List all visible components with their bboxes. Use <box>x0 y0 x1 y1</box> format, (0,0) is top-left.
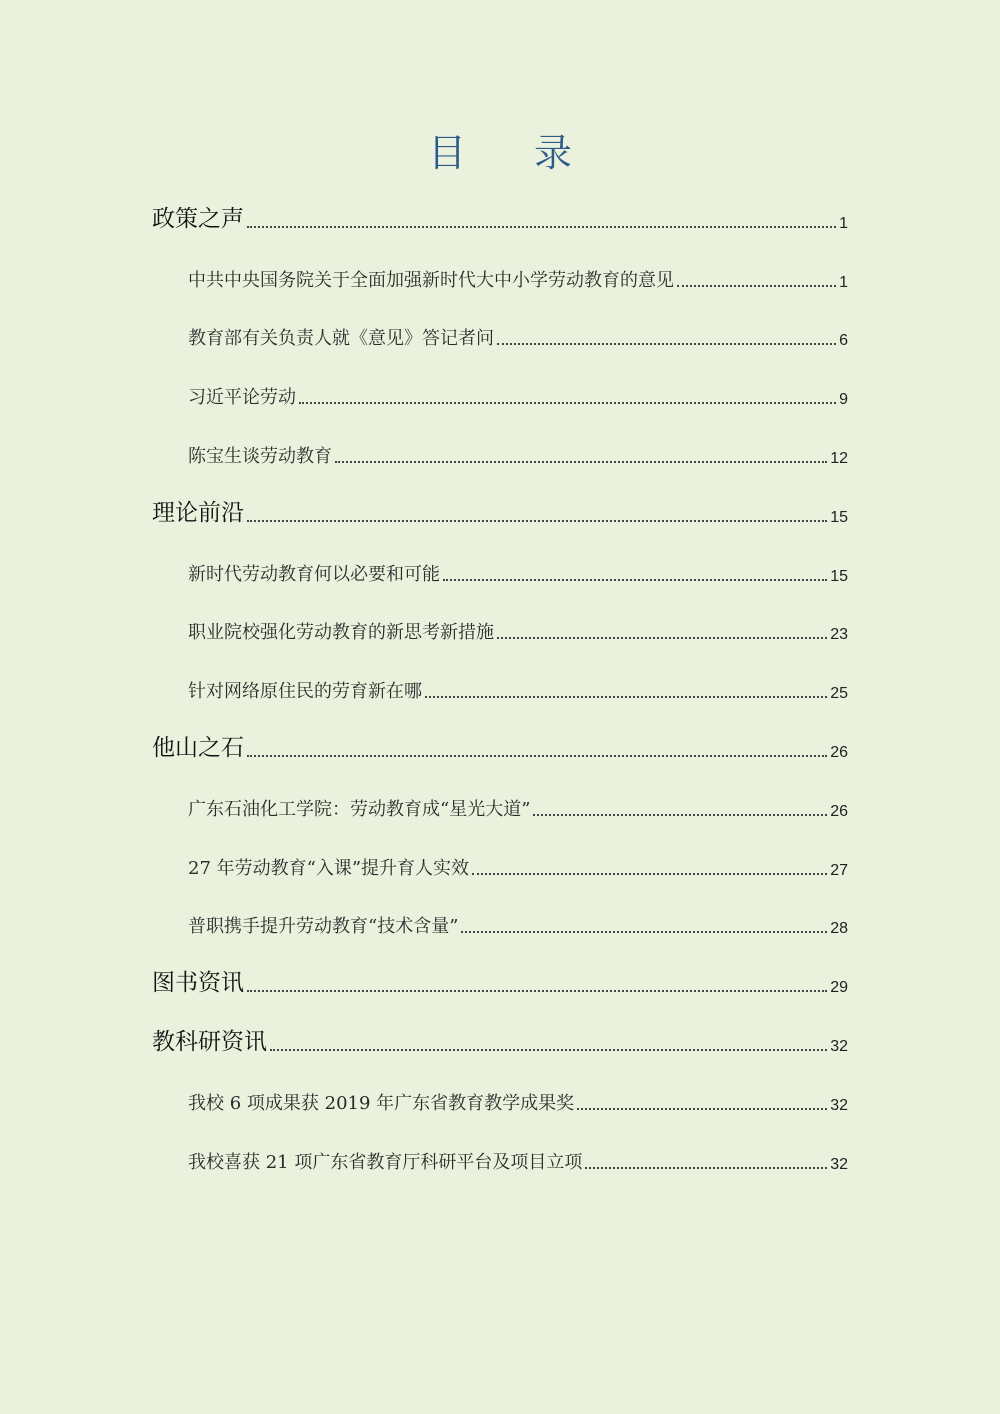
toc-dot-leader <box>497 343 836 345</box>
toc-entry[interactable] <box>152 658 848 717</box>
toc-dot-leader <box>533 814 827 816</box>
toc-entry-page: 1 <box>839 273 848 291</box>
toc-entry[interactable] <box>152 894 848 953</box>
toc-entry-text: 针对网络原住民的劳育新在哪 <box>188 681 422 703</box>
toc-entry-page: 32 <box>830 1096 848 1114</box>
toc-entry-page: 9 <box>839 391 848 409</box>
toc-entry[interactable] <box>152 835 848 894</box>
toc-dot-leader <box>497 637 827 639</box>
toc-entry[interactable] <box>152 482 848 541</box>
toc-entry-page: 15 <box>830 567 848 585</box>
toc-dot-leader <box>247 520 827 522</box>
toc-entry[interactable] <box>152 1129 848 1188</box>
toc-entry-page: 23 <box>830 626 848 644</box>
toc-entry-page: 32 <box>830 1037 848 1055</box>
toc-entry[interactable] <box>152 600 848 659</box>
toc-entry-text: 陈宝生谈劳动教育 <box>188 445 332 467</box>
toc-entry[interactable] <box>152 247 848 306</box>
toc-entry-page: 6 <box>839 332 848 350</box>
toc-dot-leader <box>299 402 836 404</box>
toc-entry-text: 我校喜获 21 项广东省教育厅科研平台及项目立项 <box>188 1151 583 1173</box>
toc-entry[interactable] <box>152 1070 848 1129</box>
toc-entry-page: 32 <box>830 1155 848 1173</box>
toc-entry-text: 教科研资讯 <box>152 1028 267 1055</box>
toc-entry[interactable] <box>152 776 848 835</box>
toc-entry[interactable] <box>152 188 848 247</box>
toc-entry[interactable] <box>152 423 848 482</box>
toc-entry-text: 他山之石 <box>152 734 244 761</box>
toc-dot-leader <box>677 285 836 287</box>
toc-entry-page: 25 <box>830 685 848 703</box>
toc-entry-text: 理论前沿 <box>152 499 244 526</box>
toc-dot-leader <box>577 1108 827 1110</box>
toc-entry-page: 26 <box>830 743 848 761</box>
toc-entry-text: 广东石油化工学院：劳动教育成“星光大道” <box>188 798 531 820</box>
toc-entry[interactable] <box>152 1011 848 1070</box>
toc-entry-text: 政策之声 <box>152 205 244 232</box>
toc-dot-leader <box>335 461 827 463</box>
toc-entry[interactable] <box>152 306 848 365</box>
toc-list <box>152 188 848 1188</box>
toc-entry-text: 27 年劳动教育“入课”提升育人实效 <box>188 857 470 879</box>
toc-entry-text: 职业院校强化劳动教育的新思考新措施 <box>188 622 494 644</box>
toc-entry[interactable] <box>152 541 848 600</box>
toc-entry-text: 普职携手提升劳动教育“技术含量” <box>188 916 459 938</box>
toc-dot-leader <box>472 873 827 875</box>
toc-entry-page: 29 <box>830 979 848 997</box>
toc-entry-page: 27 <box>830 861 848 879</box>
toc-dot-leader <box>270 1049 827 1051</box>
toc-entry-text: 图书资讯 <box>152 970 244 997</box>
toc-entry-text: 我校 6 项成果获 2019 年广东省教育教学成果奖 <box>188 1092 575 1114</box>
toc-entry-text: 新时代劳动教育何以必要和可能 <box>188 563 440 585</box>
toc-title: 目 录 <box>427 131 601 175</box>
toc-entry-page: 28 <box>830 920 848 938</box>
toc-entry[interactable] <box>152 717 848 776</box>
toc-entry[interactable] <box>152 952 848 1011</box>
toc-dot-leader <box>247 755 827 757</box>
toc-dot-leader <box>585 1167 827 1169</box>
toc-entry-page: 26 <box>830 802 848 820</box>
toc-dot-leader <box>461 931 827 933</box>
toc-dot-leader <box>247 990 827 992</box>
toc-dot-leader <box>443 579 827 581</box>
toc-dot-leader <box>425 696 827 698</box>
toc-entry-text: 习近平论劳动 <box>188 387 296 409</box>
toc-dot-leader <box>247 226 836 228</box>
toc-entry-page: 12 <box>830 449 848 467</box>
toc-entry-text: 中共中央国务院关于全面加强新时代大中小学劳动教育的意见 <box>188 269 674 291</box>
toc-entry-page: 1 <box>839 214 848 232</box>
toc-entry[interactable] <box>152 364 848 423</box>
toc-entry-text: 教育部有关负责人就《意见》答记者问 <box>188 328 494 350</box>
toc-entry-page: 15 <box>830 508 848 526</box>
